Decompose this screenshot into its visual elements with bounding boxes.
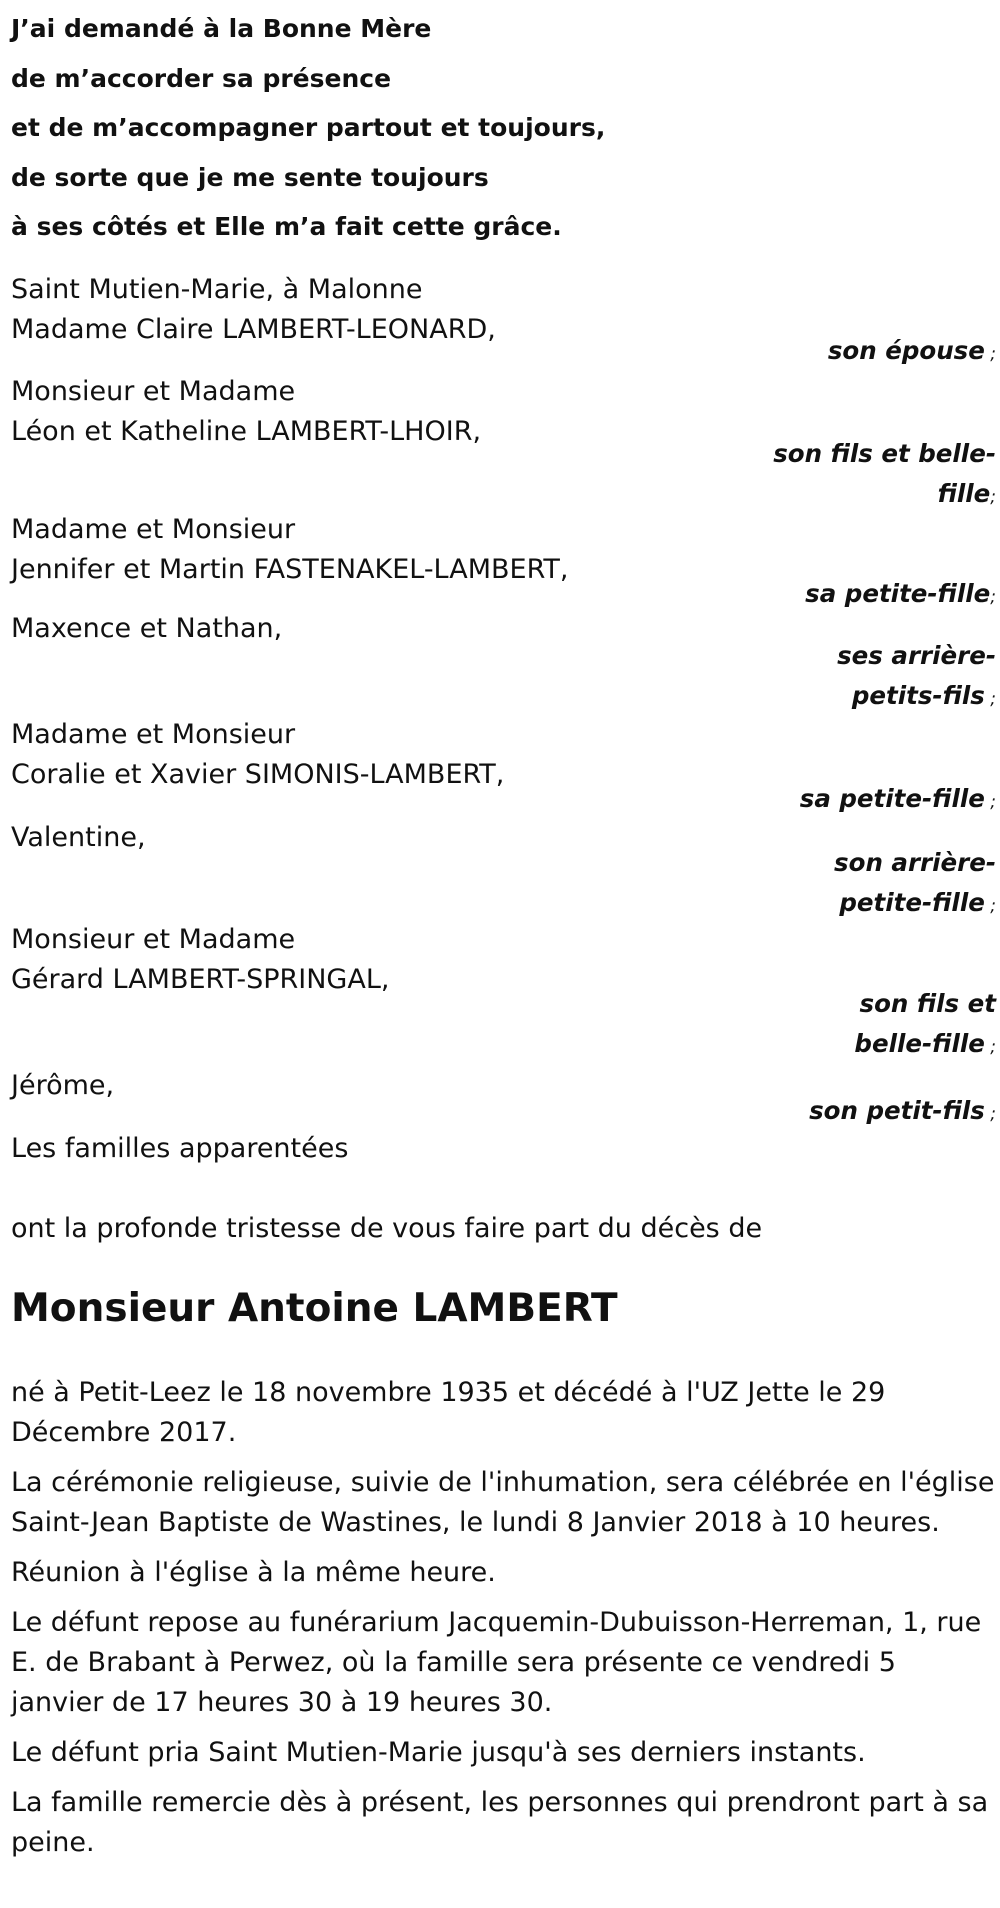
quote-line: à ses côtés et Elle m’a fait cette grâce. [11,212,562,241]
prayer-paragraph: Le défunt pria Saint Mutien-Marie jusqu'à ses derniers instants. [11,1736,866,1768]
family-names [11,510,751,590]
family-name-line: Jérôme, [11,1069,115,1101]
family-names [11,715,751,795]
family-name-line: Léon et Katheline LAMBERT-LHOIR, [11,415,482,447]
relation-line: son petit-fils [809,1095,985,1125]
relation-line: petite-fille [839,887,985,917]
relation-line: son arrière- [834,847,996,877]
relation-semicolon: ; [990,586,996,607]
relation-line: belle-fille [854,1028,985,1058]
family-relation [736,434,996,517]
relation-semicolon: ; [984,343,996,364]
relation-line: petits-fils [851,680,985,710]
family-relation [736,779,996,822]
quote-attribution: Saint Mutien-Marie, à Malonne [11,273,423,305]
family-name-line: Monsieur et Madame [11,923,296,955]
relation-line: sa petite-fille [805,578,991,608]
relation-line: fille [937,478,991,508]
thanks-paragraph: La famille remercie dès à présent, les personnes qui prendront part à sa peine. [11,1786,989,1858]
relation-semicolon: ; [984,1036,996,1057]
family-names [11,1066,751,1106]
family-name-line: Monsieur et Madame [11,375,296,407]
obituary-content [11,0,996,1863]
meeting-paragraph: Réunion à l'église à la même heure. [11,1556,496,1588]
family-name-line: Madame et Monsieur [11,513,296,545]
related-families: Les familles apparentées [11,1132,349,1164]
family-names [11,920,751,1000]
birth-death-paragraph: né à Petit-Leez le 18 novembre 1935 et décédé à l'UZ Jette le 29 Décembre 2017. [11,1376,886,1448]
family-names [11,310,751,350]
family-relation [736,1091,996,1134]
relation-line: ses arrière- [837,640,996,670]
family-relation [736,984,996,1067]
family-names [11,818,751,858]
family-entry [11,920,996,1066]
family-name-line: Jennifer et Martin FASTENAKEL-LAMBERT, [11,553,569,585]
family-relation [736,843,996,926]
relation-semicolon: ; [984,688,996,709]
ceremony-paragraph: La cérémonie religieuse, suivie de l'inhumation, sera célébrée en l'église Saint-Jean Baptiste de Wastines, le lundi 8 Janvier 2018 à 10 heures. [11,1466,995,1538]
family-entry [11,310,996,368]
relation-semicolon: ; [990,486,996,507]
family-name-line: Gérard LAMBERT-SPRINGAL, [11,963,390,995]
quote-line: J’ai demandé à la Bonne Mère [11,14,432,43]
family-entry [11,715,996,818]
prayer-quote [11,0,996,252]
relation-semicolon: ; [984,895,996,916]
quote-line: de m’accorder sa présence [11,63,392,93]
relation-semicolon: ; [984,791,996,812]
funeral-home-paragraph: Le défunt repose au funérarium Jacquemin-Dubuisson-Herreman, 1, rue E. de Brabant à Perwez, où la famille sera présente ce vendredi 5 janvier de 17 heures 30 à 19 heures 30. [11,1606,982,1718]
relation-semicolon: ; [984,1103,996,1124]
relation-line: son épouse [827,335,985,365]
family-entry [11,510,996,609]
relation-line: son fils et belle- [773,438,996,468]
relation-line: sa petite-fille [799,783,985,813]
family-relation [736,636,996,719]
family-entry [11,818,996,920]
family-entry [11,1066,996,1129]
quote-line: de sorte que je me sente toujours [11,162,489,192]
family-name-line: Madame et Monsieur [11,718,296,750]
family-names [11,609,751,649]
family-name-line: Maxence et Nathan, [11,612,283,644]
announcement-text: ont la profonde tristesse de vous faire part du décès de [11,1212,763,1244]
family-name-line: Madame Claire LAMBERT-LEONARD, [11,313,496,345]
family-entry [11,609,996,715]
deceased-name: Monsieur Antoine LAMBERT [11,1285,618,1331]
family-names [11,372,751,452]
family-name-line: Valentine, [11,821,146,853]
family-name-line: Coralie et Xavier SIMONIS-LAMBERT, [11,758,505,790]
quote-line: et de m’accompagner partout et toujours, [11,113,606,142]
family-entry [11,368,996,510]
relation-line: son fils et [859,988,996,1018]
